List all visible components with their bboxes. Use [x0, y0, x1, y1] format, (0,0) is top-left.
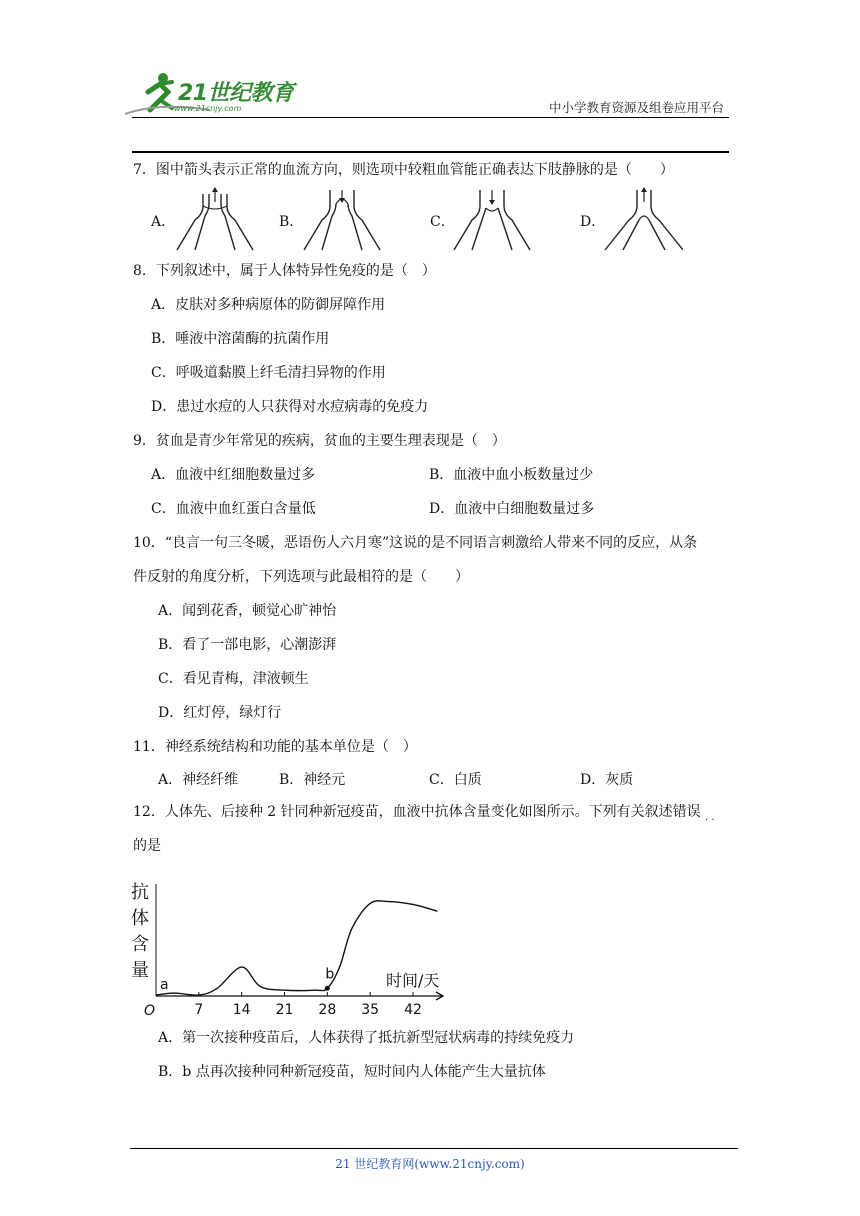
header-rule [132, 151, 729, 153]
x-tick-label: 35 [361, 1002, 380, 1018]
q8-stem: 8．下列叙述中，属于人体特异性免疫的是（ ） [133, 263, 436, 279]
q12-stem-line1: 12．人体先、后接种 2 针同种新冠疫苗，血液中抗体含量变化如图所示。下列有关叙述错误 [133, 804, 701, 820]
q7-option-d-label: D． [580, 214, 606, 230]
q7-option-a-label: A． [151, 214, 176, 230]
q12-stem-line2: 的是 [133, 838, 161, 854]
x-tick-label: 14 [232, 1002, 251, 1018]
q10-stem-line1: 10．“良言一句三冬暖，恶语伤人六月寒”这说的是不同语言刺激给人带来不同的反应，从条 [133, 535, 698, 551]
logo-url: www.21cnjy.com [174, 104, 242, 113]
q9-stem: 9．贫血是青少年常见的疾病，贫血的主要生理表现是（ ） [133, 433, 506, 449]
q10-option-d: D．红灯停，绿灯行 [158, 705, 282, 721]
q9-option-b: B．血液中血小板数量过少 [429, 467, 594, 483]
q10-option-c: C．看见青梅，津液顿生 [158, 671, 309, 687]
q10-option-a: A．闻到花香，顿觉心旷神怡 [158, 603, 337, 619]
q11-option-b: B．神经元 [279, 772, 346, 788]
logo-text: 21世纪教育 [178, 81, 294, 106]
q7-option-b-label: B． [279, 214, 304, 230]
q12-option-a: A．第一次接种疫苗后，人体获得了抵抗新型冠状病毒的持续免疫力 [158, 1030, 575, 1046]
q7-vein-diagram-a [175, 186, 255, 252]
q7-stem: 7．图中箭头表示正常的血流方向，则选项中较粗血管能正确表达下肢静脉的是（ ） [133, 162, 674, 178]
chart-y-label [131, 882, 149, 981]
q8-option-c: C．呼吸道黏膜上纤毛清扫异物的作用 [151, 365, 386, 381]
q11-option-c: C．白质 [429, 772, 482, 788]
x-axis-label: 时间/天 [386, 971, 440, 990]
x-tick-label: 21 [275, 1002, 294, 1018]
q7-vein-diagram-c [452, 186, 532, 252]
point-label-a: a [160, 977, 169, 994]
x-tick-label: 28 [318, 1002, 337, 1018]
y-label-char: 量 [131, 960, 149, 981]
q9-option-d: D．血液中白细胞数量过多 [429, 501, 595, 517]
q11-stem: 11．神经系统结构和功能的基本单位是（ ） [133, 739, 417, 755]
q9-option-c: C．血液中血红蛋白含量低 [151, 501, 316, 517]
q8-option-b: B．唾液中溶菌酶的抗菌作用 [151, 331, 330, 347]
x-tick-label: 7 [194, 1002, 204, 1018]
header-rule-top [132, 117, 729, 118]
q7-option-c-label: C． [430, 214, 455, 230]
y-label-char: 含 [131, 934, 149, 955]
y-label-char: 抗 [131, 882, 149, 903]
q9-option-a: A．血液中红细胞数量过多 [151, 467, 316, 483]
origin-label: O [144, 1003, 156, 1019]
q11-option-d: D．灰质 [580, 772, 634, 788]
footer-text: 21 世纪教育网(www.21cnjy.com) [335, 1157, 525, 1171]
header-platform-text: 中小学教育资源及组卷应用平台 [548, 100, 724, 115]
q8-option-d: D．患过水痘的人只获得对水痘病毒的免疫力 [151, 399, 429, 415]
q10-option-b: B．看了一部电影，心潮澎湃 [158, 637, 337, 653]
q10-stem-line2: 件反射的角度分析，下列选项与此最相符的是（ ） [133, 569, 469, 585]
x-tick-label: 42 [404, 1002, 422, 1018]
point-label-b: b [325, 966, 335, 983]
q11-option-a: A．神经纤维 [158, 772, 239, 788]
antibody-chart [128, 872, 448, 1020]
point-b-dot [325, 986, 330, 991]
q8-option-a: A．皮肤对多种病原体的防御屏障作用 [151, 297, 386, 313]
q7-vein-diagram-d [603, 186, 683, 252]
q7-vein-diagram-b [302, 186, 382, 252]
emphasis-dots: · · [705, 815, 715, 826]
y-label-char: 体 [131, 908, 149, 929]
q12-option-b: B．b 点再次接种同种新冠疫苗，短时间内人体能产生大量抗体 [158, 1064, 546, 1080]
footer-rule [130, 1148, 738, 1149]
